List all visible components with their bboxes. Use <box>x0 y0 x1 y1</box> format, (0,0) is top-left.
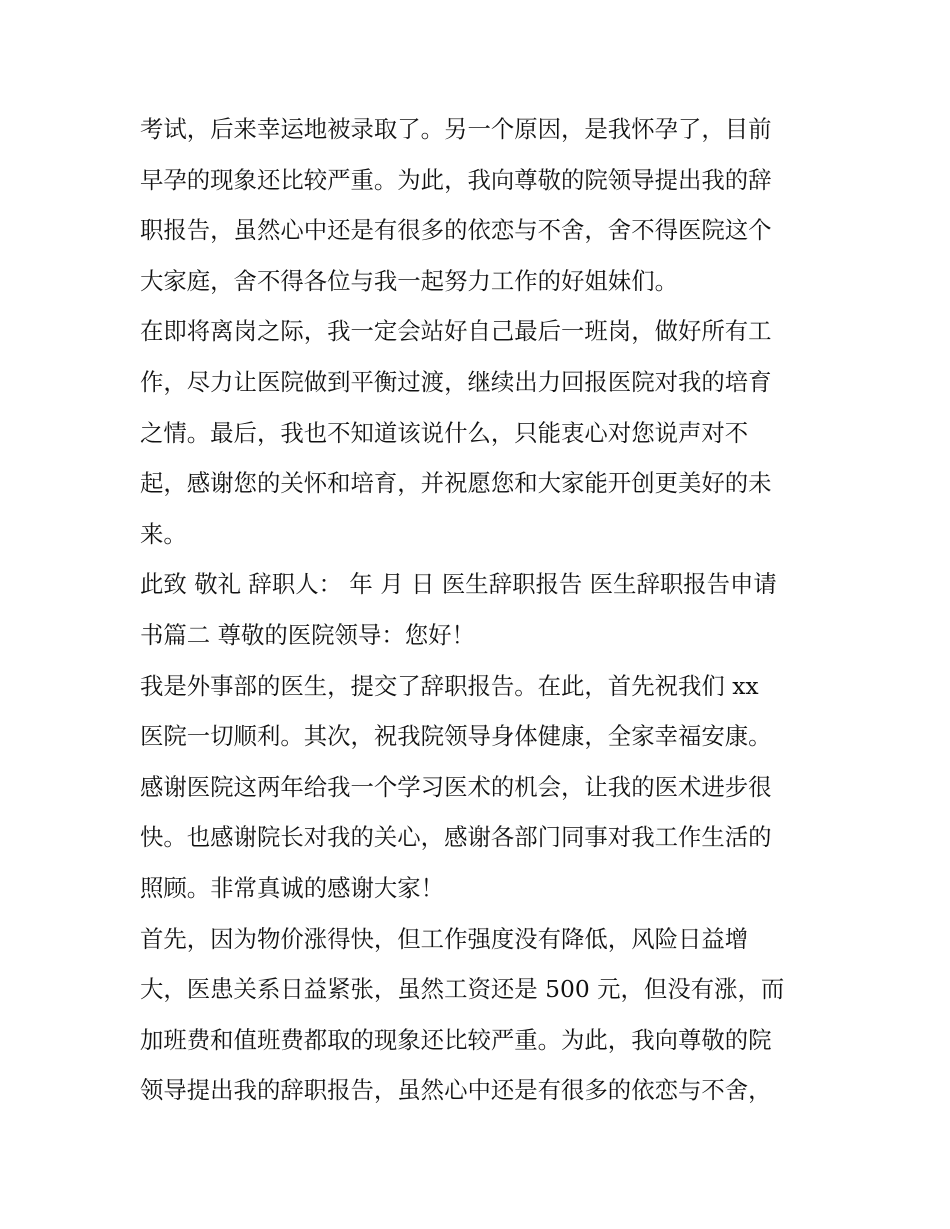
text-line: 我是外事部的医生，提交了辞职报告。在此，首先祝我们 xx <box>140 671 759 700</box>
text-line: 领导提出我的辞职报告，虽然心中还是有很多的依恋与不舍， <box>140 1076 772 1105</box>
text-line: 加班费和值班费都取的现象还比较严重。为此，我向尊敬的院 <box>140 1025 772 1054</box>
paragraph-5 <box>140 914 812 1116</box>
text-line: 大家庭，舍不得各位与我一起努力工作的好姐妹们。 <box>140 266 678 295</box>
document-body <box>140 104 812 1116</box>
text-line: 快。也感谢院长对我的关心，感谢各部门同事对我工作生活的 <box>140 823 772 852</box>
text-line: 早孕的现象还比较严重。为此，我向尊敬的院领导提出我的辞 <box>140 165 772 194</box>
text-line: 考试，后来幸运地被录取了。另一个原因，是我怀孕了，目前 <box>140 115 772 143</box>
text-line: 起，感谢您的关怀和培育，并祝愿您和大家能开创更美好的未 <box>140 469 772 498</box>
text-line: 感谢医院这两年给我一个学习医术的机会，让我的医术进步很 <box>140 772 772 801</box>
text-line: 医院一切顺利。其次，祝我院领导身体健康，全家幸福安康。 <box>140 722 772 751</box>
text-line: 职报告，虽然心中还是有很多的依恋与不舍，舍不得医院这个 <box>140 216 772 245</box>
paragraph-2 <box>140 306 812 559</box>
text-line: 作，尽力让医院做到平衡过渡，继续出力回报医院对我的培育 <box>140 367 772 396</box>
text-line: 照顾。非常真诚的感谢大家！ <box>140 873 445 902</box>
text-line: 之情。最后，我也不知道该说什么，只能衷心对您说声对不 <box>140 418 749 447</box>
text-line: 书篇二 尊敬的医院领导：您好！ <box>140 620 475 649</box>
paragraph-3 <box>140 559 812 660</box>
text-line: 在即将离岗之际，我一定会站好自己最后一班岗，做好所有工 <box>140 317 772 346</box>
text-line: 大，医患关系日益紧张，虽然工资还是 500 元，但没有涨，而 <box>140 975 785 1004</box>
paragraph-1 <box>140 104 812 306</box>
paragraph-4 <box>140 661 812 914</box>
text-line: 来。 <box>140 519 187 548</box>
text-line: 首先，因为物价涨得快，但工作强度没有降低，风险日益增 <box>140 924 749 953</box>
text-line: 此致 敬礼 辞职人： 年 月 日 医生辞职报告 医生辞职报告申请 <box>140 570 777 599</box>
